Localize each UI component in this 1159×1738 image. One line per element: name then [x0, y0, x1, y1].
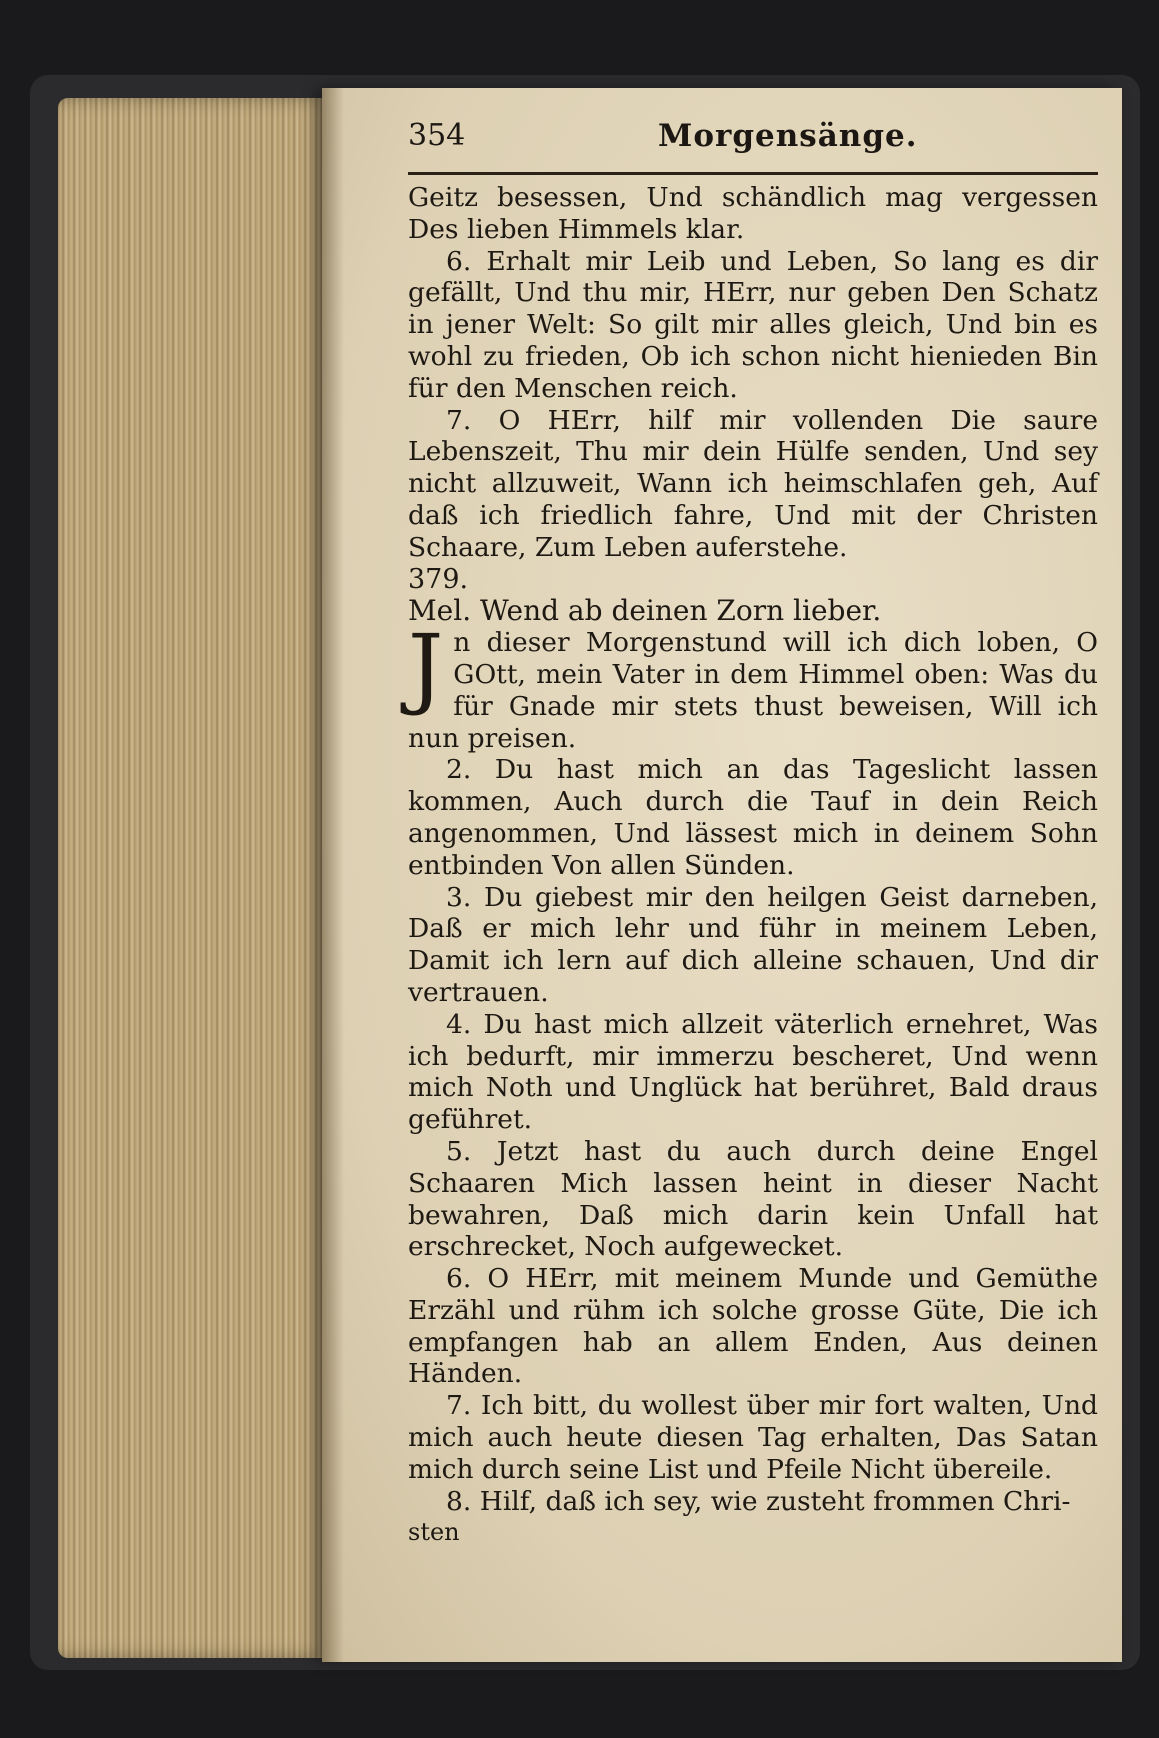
- previous-hymn-continuation: Geitz besessen, Und schändlich mag vergessen Des lieben Himmels klar.: [408, 182, 1098, 245]
- hymn-verse-1: [408, 615, 1098, 754]
- hymn-verse-6: 6. O HErr, mit meinem Munde und Gemüthe Erzähl und rühm ich solche grosse Güte, Die ich empfangen hab an allem Enden, Aus deinen Händen.: [408, 1263, 1098, 1390]
- hymn-melody: Mel. Wend ab deinen Zorn lieber.: [408, 594, 882, 628]
- hymn-verse-8: 8. Hilf, daß ich sey, wie zusteht frommen Chri-: [446, 1485, 1071, 1517]
- previous-hymn-verse-7: 7. O HErr, hilf mir vollenden Die saure Lebenszeit, Thu mir dein Hülfe senden, Und sey nicht allzuweit, Wann ich heimschlafen geh, Auf daß ich friedlich fahre, Und mit der Christen Schaare, Zum Leben auferstehe.: [408, 404, 1098, 563]
- hymn-verse-3: 3. Du giebest mir den heilgen Geist darneben, Daß er mich lehr und führ in meinem Leben, Damit ich lern auf dich alleine schauen, Und dir vertrauen.: [408, 881, 1098, 1008]
- hymn-verse-7: 7. Ich bitt, du wollest über mir fort walten, Und mich auch heute diesen Tag erhalten, Das Satan mich durch seine List und Pfeile Nicht übereile.: [408, 1390, 1098, 1485]
- running-title: Morgensänge.: [658, 118, 918, 154]
- hymn-verse-1-text: n dieser Morgenstund will ich dich loben, O GOtt, mein Vater in dem Himmel oben: Was du für Gnade mir stets thust beweisen, Will ich nun preisen.: [408, 627, 1098, 754]
- hymn-verse-4: 4. Du hast mich allzeit väterlich ernehret, Was ich bedurft, mir immerzu bescheret, Und wenn mich Noth und Unglück hat berühret, Bald draus geführet.: [408, 1008, 1098, 1136]
- page-gutter-shadow: [322, 88, 344, 1662]
- page-text: [408, 182, 1098, 1549]
- page-header: [408, 118, 1098, 166]
- hymn-verse-2: 2. Du hast mich an das Tageslicht lassen kommen, Auch durch die Tauf in dein Reich angenommen, Und lässest mich in deinem Sohn entbinden Von allen Sünden.: [408, 754, 1098, 881]
- page-edges: [58, 98, 328, 1658]
- previous-hymn-verse-6: 6. Erhalt mir Leib und Leben, So lang es dir gefällt, Und thu mir, HErr, nur geben Den Schatz in jener Welt: So gilt mir alles gleich, Und bin es wohl zu frieden, Ob ich schon nicht hienieden Bin für den Menschen reich.: [408, 245, 1098, 404]
- hymn-number: 379.: [408, 563, 469, 595]
- page-number: 354: [408, 118, 466, 153]
- catchword: sten: [408, 1518, 460, 1547]
- drop-cap: J: [408, 615, 444, 719]
- hymn-verse-5: 5. Jetzt hast du auch durch deine Engel Schaaren Mich lassen heint in dieser Nacht bewahren, Daß mich darin kein Unfall hat erschrecket, Noch aufgewecket.: [408, 1135, 1098, 1263]
- header-rule: [408, 172, 1098, 175]
